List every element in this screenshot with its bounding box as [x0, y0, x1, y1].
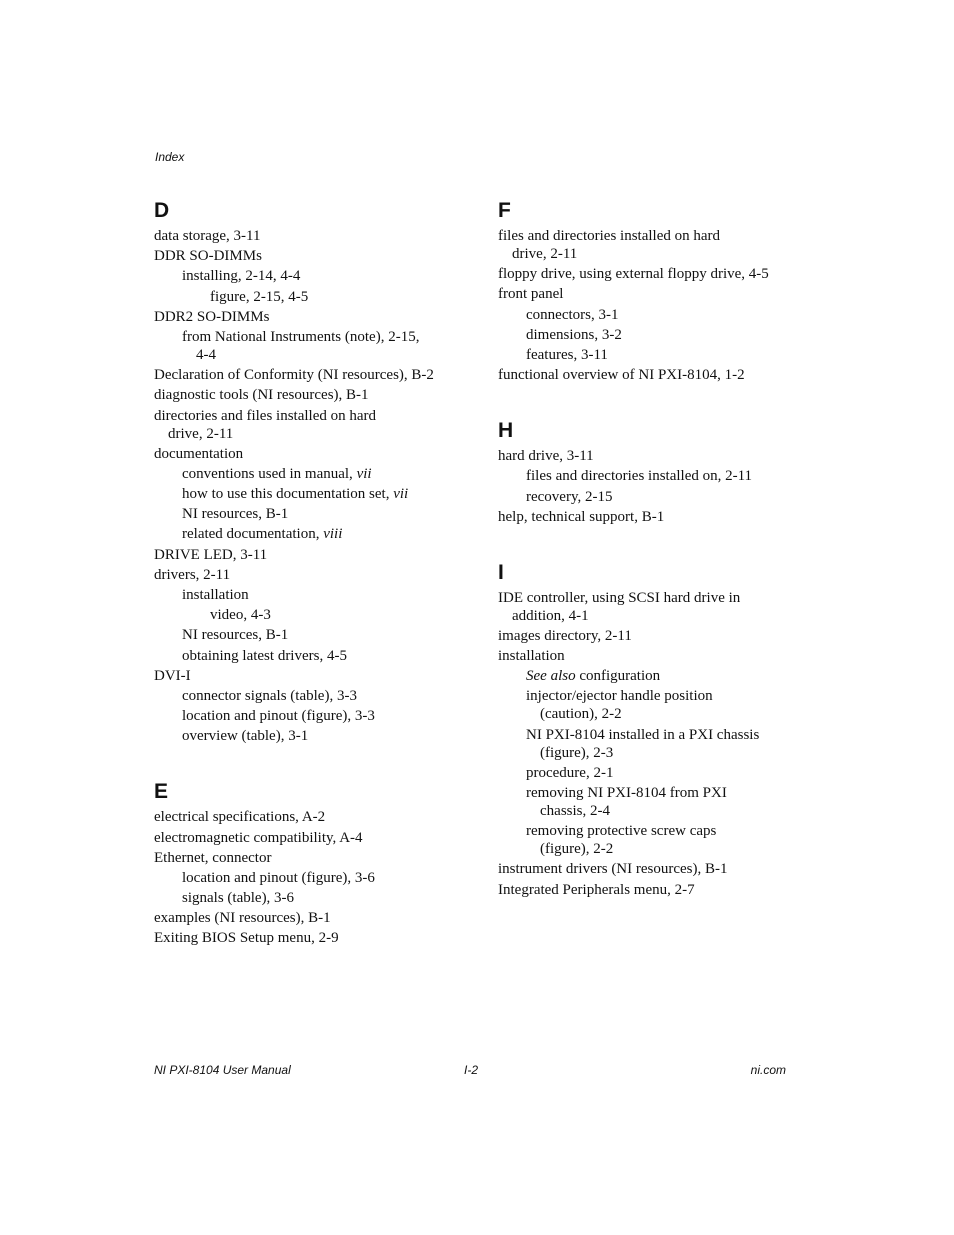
footer-site: ni.com — [750, 1063, 786, 1077]
section-letter: H — [498, 419, 514, 443]
index-entry — [154, 667, 474, 685]
entry-text: removing NI PXI-8104 from PXI — [526, 785, 727, 801]
entry-text: functional overview of NI PXI-8104, 1-2 — [498, 367, 745, 384]
index-entry — [526, 346, 798, 364]
index-entry — [154, 546, 474, 564]
index-entry — [154, 808, 474, 826]
entry-text: files and directories installed on hard — [498, 228, 721, 244]
index-entry — [526, 687, 798, 723]
entry-text: NI resources, B-1 — [182, 506, 289, 523]
index-entry — [182, 626, 474, 644]
entry-text: installing, 2-14, 4-4 — [182, 268, 301, 285]
section-letter: I — [498, 560, 504, 584]
entry-text: related documentation, — [182, 526, 324, 543]
entry-text: DVI-I — [154, 667, 191, 684]
entry-text: front panel — [498, 286, 564, 303]
entry-text: examples (NI resources), B-1 — [154, 910, 331, 927]
entry-text: images directory, 2-11 — [498, 627, 632, 644]
entry-text: directories and files installed on hard — [154, 407, 377, 424]
index-entry — [182, 485, 474, 503]
entry-text: viii — [323, 526, 343, 543]
entry-continuation: drive, 2-11 — [512, 246, 578, 262]
index-entry — [154, 407, 474, 443]
index-entry — [498, 627, 798, 645]
entry-text: Integrated Peripherals menu, 2-7 — [498, 881, 695, 898]
index-entry — [154, 909, 474, 927]
entry-text: injector/ejector handle position — [526, 688, 713, 705]
running-header: Index — [155, 150, 185, 164]
entry-text: instrument drivers (NI resources), B-1 — [498, 861, 728, 878]
entry-text: figure, 2-15, 4-5 — [210, 288, 309, 305]
section-letter: E — [154, 780, 169, 804]
entry-text: how to use this documentation set, — [182, 486, 394, 503]
entry-text: hard drive, 3-11 — [498, 448, 594, 465]
entry-text: Ethernet, connector — [154, 849, 272, 866]
entry-text: Exiting BIOS Setup menu, 2-9 — [154, 930, 339, 947]
index-column-right — [498, 198, 798, 933]
index-section-e — [154, 779, 474, 947]
entry-text: files and directories installed on, 2-11 — [526, 468, 753, 485]
index-entry — [182, 687, 474, 705]
entry-text: DDR SO-DIMMs — [154, 248, 262, 265]
index-column-left — [154, 198, 474, 981]
entry-text: installation — [498, 648, 565, 665]
entry-text: DRIVE LED, 3-11 — [154, 546, 268, 563]
index-entry — [154, 849, 474, 867]
index-entry — [526, 467, 798, 485]
index-entry — [498, 881, 798, 899]
index-entry — [154, 929, 474, 947]
entry-text: removing protective screw caps — [526, 823, 717, 840]
section-letter: D — [154, 199, 170, 222]
entry-text: installation — [182, 587, 249, 603]
index-entry — [526, 784, 798, 820]
index-entry — [154, 247, 474, 265]
index-entry — [210, 606, 474, 624]
index-entry — [210, 288, 474, 306]
index-section-h — [498, 418, 798, 526]
section-letter: F — [498, 199, 511, 222]
index-entry — [498, 285, 798, 303]
entry-text: DDR2 SO-DIMMs — [154, 308, 270, 325]
index-entry — [498, 265, 798, 283]
entry-text: features, 3-11 — [526, 346, 608, 363]
index-entry — [154, 566, 474, 584]
entry-text: signals (table), 3-6 — [182, 890, 295, 907]
index-entry — [154, 227, 474, 245]
index-entry — [154, 386, 474, 404]
entry-text: data storage, 3-11 — [154, 228, 261, 244]
entry-text: diagnostic tools (NI resources), B-1 — [154, 387, 369, 404]
index-entry — [182, 505, 474, 523]
footer-page-number: I-2 — [464, 1063, 479, 1077]
index-entry — [182, 869, 474, 887]
entry-continuation: (figure), 2-3 — [540, 744, 614, 761]
entry-text: configuration — [575, 668, 661, 685]
index-entry — [498, 366, 798, 384]
entry-text: connector signals (table), 3-3 — [182, 687, 357, 704]
index-section-i — [498, 560, 798, 899]
index-entry — [182, 647, 474, 665]
index-entry — [498, 647, 798, 665]
index-entry — [526, 822, 798, 858]
entry-text: IDE controller, using SCSI hard drive in — [498, 589, 741, 606]
index-entry — [182, 889, 474, 907]
entry-text: connectors, 3-1 — [526, 306, 619, 323]
entry-text: vii — [356, 465, 372, 482]
entry-text: NI PXI-8104 installed in a PXI chassis — [526, 726, 760, 743]
footer-manual-title: NI PXI-8104 User Manual — [154, 1063, 291, 1077]
index-section-f — [498, 198, 798, 384]
entry-text: NI resources, B-1 — [182, 627, 289, 644]
entry-text: from National Instruments (note), 2-15, — [182, 328, 420, 345]
index-entry — [526, 764, 798, 782]
entry-text: procedure, 2-1 — [526, 764, 614, 781]
entry-text: electromagnetic compatibility, A-4 — [154, 829, 363, 846]
entry-text: help, technical support, B-1 — [498, 508, 665, 525]
entry-continuation: chassis, 2-4 — [540, 803, 610, 819]
entry-text: conventions used in manual, — [182, 465, 357, 482]
entry-text: overview (table), 3-1 — [182, 728, 309, 745]
entry-text: floppy drive, using external floppy drive, 4-5 — [498, 266, 769, 283]
entry-text: drivers, 2-11 — [154, 566, 231, 583]
index-entry — [526, 488, 798, 506]
entry-continuation: (figure), 2-2 — [540, 841, 614, 858]
index-entry — [498, 447, 798, 465]
index-entry — [154, 366, 474, 384]
entry-continuation: 4-4 — [196, 346, 216, 363]
index-entry — [526, 667, 798, 685]
entry-text: video, 4-3 — [210, 607, 271, 624]
entry-text: Declaration of Conformity (NI resources), B-2 — [154, 367, 434, 384]
entry-text: documentation — [154, 445, 244, 462]
index-entry — [182, 727, 474, 745]
index-entry — [182, 707, 474, 725]
entry-continuation: drive, 2-11 — [168, 425, 234, 442]
index-entry — [182, 465, 474, 483]
index-entry — [526, 306, 798, 324]
index-section-d — [154, 198, 474, 745]
entry-text: recovery, 2-15 — [526, 488, 613, 505]
entry-continuation: (caution), 2-2 — [540, 706, 622, 723]
index-entry — [154, 308, 474, 326]
entry-text: dimensions, 3-2 — [526, 326, 622, 343]
index-entry — [526, 326, 798, 344]
index-entry — [182, 525, 474, 543]
entry-text: See also — [526, 668, 576, 685]
index-entry — [498, 860, 798, 878]
entry-text: electrical specifications, A-2 — [154, 809, 326, 826]
entry-text: location and pinout (figure), 3-3 — [182, 708, 375, 725]
index-entry — [182, 586, 474, 604]
index-entry — [498, 227, 798, 263]
index-entry — [498, 508, 798, 526]
entry-continuation: addition, 4-1 — [512, 607, 589, 624]
entry-text: vii — [393, 486, 409, 503]
index-entry — [498, 589, 798, 625]
index-entry — [526, 726, 798, 762]
entry-text: obtaining latest drivers, 4-5 — [182, 647, 347, 664]
index-entry — [182, 267, 474, 285]
index-entry — [182, 328, 474, 364]
index-entry — [154, 445, 474, 463]
index-entry — [154, 829, 474, 847]
entry-text: location and pinout (figure), 3-6 — [182, 869, 375, 886]
